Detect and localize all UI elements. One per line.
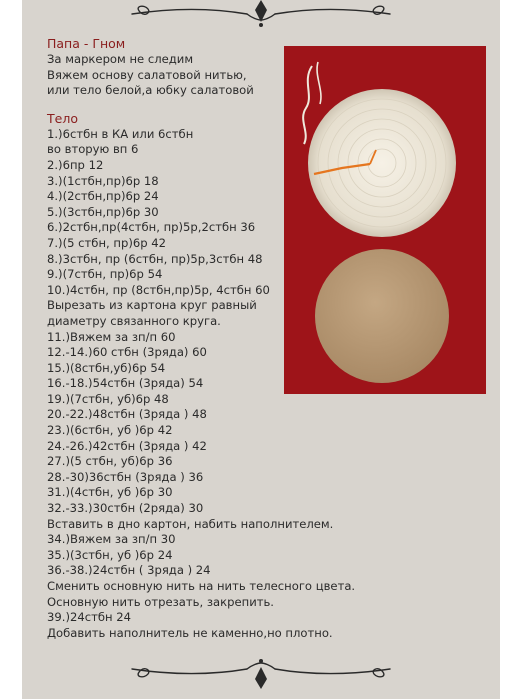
- step-line: 28.-30)36стбн (3ряда ) 36: [47, 469, 204, 484]
- step-line: 9.)(7стбн, пр)6р 54: [47, 267, 163, 282]
- step-line: 11.)Вяжем за зп/п 60: [47, 329, 176, 344]
- step-line: 16.-18.)54стбн (3ряда) 54: [47, 376, 204, 391]
- step-line: 4.)(2стбн,пр)6р 24: [47, 189, 159, 204]
- step-line: 12.-14.)60 стбн (3ряда) 60: [47, 345, 207, 360]
- section-title: Тело: [47, 110, 78, 126]
- step-line: 27.)(5 стбн, уб)6р 36: [47, 454, 173, 469]
- intro-block: [47, 52, 317, 99]
- step-line: 5.)(3стбн,пр)6р 30: [47, 204, 159, 219]
- top-ornament-icon: [22, 0, 500, 30]
- step-line: 24.-26.)42стбн (3ряда ) 42: [47, 438, 207, 453]
- bottom-ornament-icon: [22, 655, 500, 691]
- pattern-card: [22, 0, 500, 699]
- step-line: 36.-38.)24стбн ( 3ряда ) 24: [47, 563, 211, 578]
- step-line: Вставить в дно картон, набить наполнителем.: [47, 516, 334, 531]
- step-line: во вторую вп 6: [47, 142, 139, 157]
- intro-line: За маркером не следим: [47, 52, 194, 66]
- step-line: 19.)(7стбн, уб)6р 48: [47, 391, 169, 406]
- step-line: 32.-33.)30стбн (2ряда) 30: [47, 501, 204, 516]
- intro-line: Вяжем основу салатовой нитью,: [47, 67, 247, 82]
- step-line: 23.)(6стбн, уб )6р 42: [47, 423, 173, 438]
- crochet-circle: [308, 89, 456, 237]
- step-line: 20.-22.)48стбн (3ряда ) 48: [47, 407, 207, 422]
- step-line: 1.)6стбн в КА или 6стбн: [47, 126, 194, 141]
- step-line: диаметру связанного круга.: [47, 313, 221, 328]
- step-line: 31.)(4стбн, уб )6р 30: [47, 485, 173, 500]
- step-line: Основную нить отрезать, закрепить.: [47, 594, 274, 609]
- cardboard-circle: [315, 249, 449, 383]
- step-line: 3.)(1стбн,пр)6р 18: [47, 173, 159, 188]
- step-line: 35.)(3стбн, уб )6р 24: [47, 547, 173, 562]
- step-line: Вырезать из картона круг равный: [47, 298, 257, 313]
- step-line: 8.)3стбн, пр (6стбн, пр)5р,3стбн 48: [47, 251, 263, 266]
- step-line: 10.)4стбн, пр (8стбн,пр)5р, 4стбн 60: [47, 282, 270, 297]
- step-line: 34.)Вяжем за зп/п 30: [47, 532, 176, 547]
- step-line: 2.)6пр 12: [47, 157, 104, 172]
- pattern-text: [47, 36, 356, 641]
- step-line: 6.)2стбн,пр(4стбн, пр)5р,2стбн 36: [47, 220, 256, 235]
- step-line: 7.)(5 стбн, пр)6р 42: [47, 235, 167, 250]
- pattern-title: Папа - Гном: [47, 36, 126, 51]
- steps-list: [47, 126, 356, 642]
- step-line: 39.)24стбн 24: [47, 610, 132, 625]
- step-line: Добавить наполнитель не каменно,но плотно.: [47, 625, 333, 640]
- intro-line: или тело белой,а юбку салатовой: [47, 83, 254, 98]
- crochet-photo: [284, 46, 486, 394]
- step-line: Сменить основную нить на нить телесного цвета.: [47, 579, 356, 593]
- step-line: 15.)(8стбн,уб)6р 54: [47, 360, 166, 375]
